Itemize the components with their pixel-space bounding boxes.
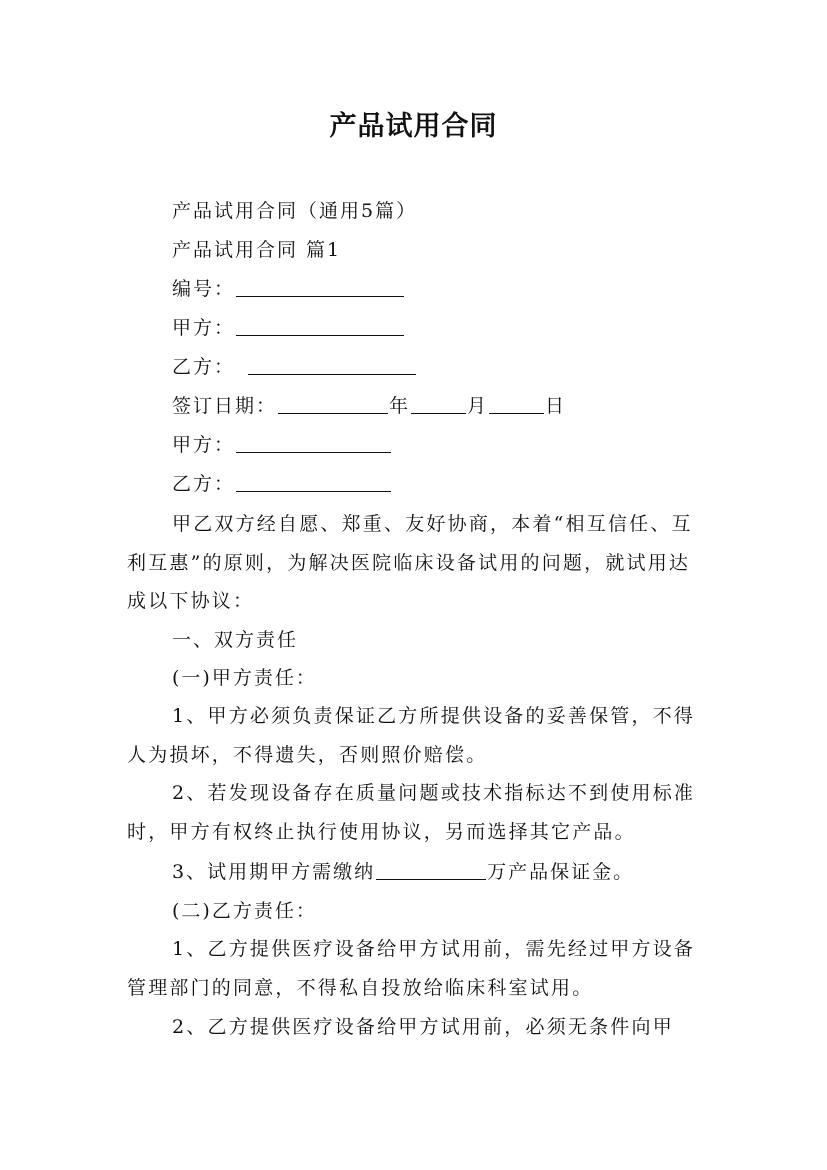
party-a-sign-field [172,432,392,458]
party-b-sign-field [172,471,392,497]
party-b-field [172,354,417,380]
month-label: 月 [467,395,489,417]
chapter-heading: 产品试用合同 篇1 [172,239,342,261]
section-heading: 一、双方责任 [172,629,299,651]
day-label: 日 [545,395,567,417]
party-b-sign-blank [236,473,391,492]
clause-b2: 2、乙方提供医疗设备给甲方试用前，必须无条件向甲 [172,1016,674,1038]
number-blank [236,278,404,297]
sign-date-label: 签订日期： [172,395,278,417]
number-field [172,276,405,302]
deposit-blank [376,861,486,880]
day-blank [489,395,544,414]
intro-paragraph: 甲乙双方经自愿、郑重、友好协商，本着“相互信任、互利互惠”的原则，为解决医院临床设备试用的问题，就试用达成以下协议： [127,513,693,612]
party-b-blank [248,356,416,375]
clause-a3 [172,859,634,885]
party-a-sign-label: 甲方： [172,434,236,456]
number-label: 编号： [172,278,236,300]
subsection-heading-b: (二)乙方责任： [172,900,317,922]
clause-b1: 1、乙方提供医疗设备给甲方试用前，需先经过甲方设备管理部门的同意，不得私自投放给临床科室试用。 [127,938,696,999]
year-label: 年 [389,395,411,417]
clause-a3-tail: 万产品保证金。 [487,861,635,883]
party-b-sign-label: 乙方： [172,473,236,495]
sign-date-field [172,393,566,419]
party-a-sign-blank [236,434,391,453]
clause-a3-text: 3、试用期甲方需缴纳 [172,861,376,883]
party-b-label: 乙方： [172,356,236,378]
clause-a2: 2、若发现设备存在质量问题或技术指标达不到使用标准时，甲方有权终止执行使用协议，另而选择其它产品。 [127,782,696,843]
document-title: 产品试用合同 [329,111,498,142]
year-blank [278,395,388,414]
party-a-field [172,315,405,341]
clause-a1: 1、甲方必须负责保证乙方所提供设备的妥善保管，不得人为损坏，不得遗失，否则照价赔偿。 [127,705,696,766]
subsection-heading-a: (一)甲方责任： [172,667,317,689]
party-a-label: 甲方： [172,317,236,339]
party-a-blank [236,317,404,336]
document-subtitle: 产品试用合同（通用5篇） [172,200,418,222]
month-blank [411,395,466,414]
